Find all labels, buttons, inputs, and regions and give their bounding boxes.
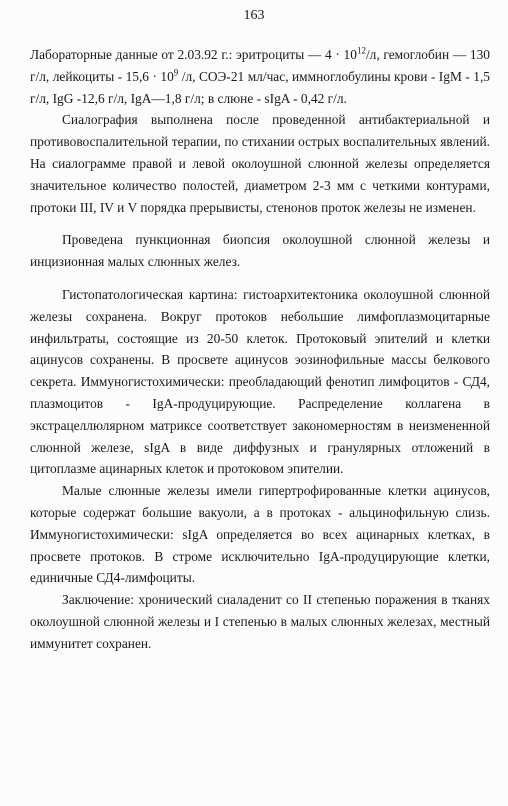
document-body xyxy=(30,44,490,655)
paragraph-text: Сиалография выполнена после проведенной антибактериальной и противовоспалительной терапии, по стихании острых воспалительных явлений. На сиалограмме правой и левой околоушной слюнной железы определяется значительное количество полостей, диаметром 2-3 мм с четкими контурами, протоки III, IV и V порядка прерывисты, стенонов проток железы не изменен. xyxy=(30,112,490,215)
paragraph-minor-glands xyxy=(30,480,490,589)
paragraph-lab xyxy=(30,44,490,109)
paragraph-conclusion xyxy=(30,589,490,654)
superscript-exponent: 9 xyxy=(173,67,179,78)
paragraph-histology xyxy=(30,284,490,480)
paragraph-text: /л, СОЭ-21 мл/час, иммноглобулины крови - IgM - 1,5 г/л, IgG -12,6 г/л, IgA—1,8 г/л; в слюне - sIgA - 0,42 г/л. xyxy=(30,68,490,106)
paragraph-text: Заключение: хронический сиаладенит со II степенью поражения в тканях околоушной слюнной железы и I степенью в малых слюнных железах, местный иммунитет сохранен. xyxy=(30,592,490,651)
paragraph-biopsy xyxy=(30,229,490,273)
paragraph-text: Лабораторные данные от 2.03.92 г.: эритроциты — 4 · 10 xyxy=(30,47,357,62)
paragraph-text: Проведена пункционная биопсия околоушной слюнной железы и инцизионная малых слюнных желез. xyxy=(30,232,490,270)
paragraph-sialography xyxy=(30,109,490,218)
paragraph-text: Гистопатологическая картина: гистоархитектоника околоушной слюнной железы сохранена. Вокруг протоков небольшие лимфоплазмоцитарные инфильтраты, состоящие из 20-50 клеток. Протоковый эпителий и клетки ацинусов сохранены. В просвете ацинусов эозинофильные массы белкового секрета. Иммуногистохимически: преобладающий фенотип лимфоцитов - СД4, плазмоцитов - IgA-продуцирующие. Распределение коллагена в экстрацеллюлярном матриксе соответствует закономерностям в неизмененной слюнной железе, sIgA в виде диффузных и гранулярных отложений в цитоплазме ацинарных клеток и протоковом эпителии. xyxy=(30,286,490,477)
page-number: 163 xyxy=(243,8,265,23)
paragraph-text: Малые слюнные железы имели гипертрофированные клетки ацинусов, которые содержат большие вакуоли, а в протоках - альцинофильную слизь. Иммуногистохимически: sIgA определяется во всех ацинарных клетках, в просвете протоков. В строме исключительно IgA-продуцирующие клетки, единичные СД4-лимфоциты. xyxy=(30,483,490,586)
superscript-exponent: 12 xyxy=(356,45,366,56)
paragraph-text: /л, гемоглобин — 130 г/л, лейкоциты - 15,6 · 10 xyxy=(30,47,490,84)
